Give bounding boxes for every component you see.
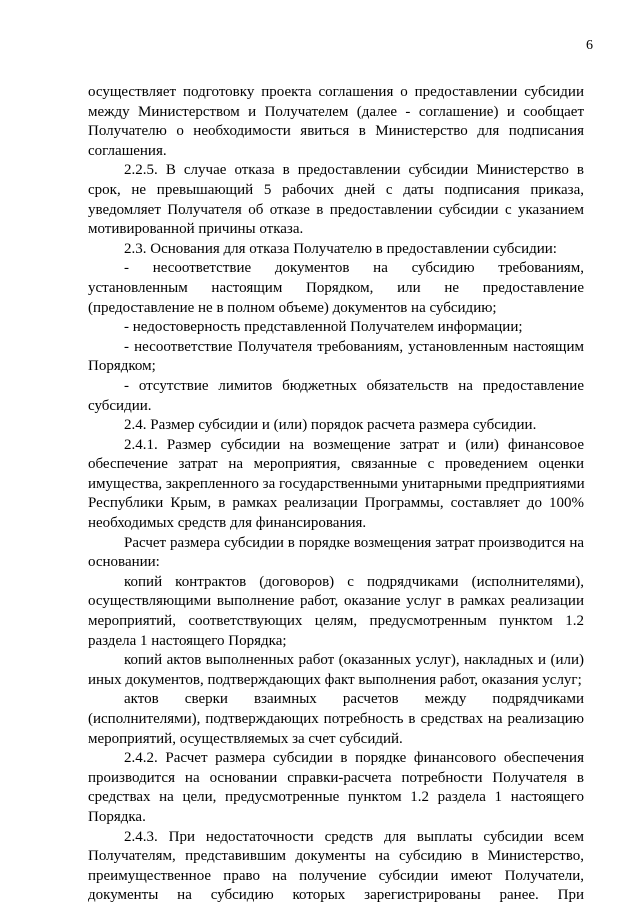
text-line: (предоставление не в полном объеме) документов на субсидию; (88, 299, 497, 316)
text-line: преимущественное право на получение субсидии имеют Получатели, (88, 867, 584, 884)
text-line: - отсутствие лимитов бюджетных обязательств на предоставление (124, 377, 584, 394)
text-line: 2.3. Основания для отказа Получателю в предоставлении субсидии: (124, 240, 557, 257)
page-number: 6 (586, 38, 593, 53)
text-line: документы на субсидию которых зарегистрированы ранее. При (88, 887, 584, 904)
text-line: мероприятий, осуществляемых за счет субсидий. (88, 730, 403, 747)
text-line: (исполнителями), подтверждающих потребность в средствах на реализацию (88, 711, 584, 727)
text-line: необходимых средств для финансирования. (88, 515, 367, 532)
text-line: Республики Крым, в рамках реализации Программы, составляет до 100% (88, 495, 584, 512)
text-line: 2.2.5. В случае отказа в предоставлении субсидии Министерство в (124, 162, 584, 179)
text-line: иных документов, подтверждающих факт выполнения работ, оказания услуг; (88, 671, 582, 688)
text-line: соглашения. (88, 142, 167, 159)
text-line: мероприятий, соответствующих целям, предусмотренным пунктом 1.2 (88, 613, 584, 630)
text-line: раздела 1 настоящего Порядка; (88, 632, 287, 649)
text-line: Получателям, представившим документы на субсидию в Министерство, (88, 848, 584, 865)
body-text (88, 83, 584, 906)
text-line: 2.4. Размер субсидии и (или) порядок расчета размера субсидии. (124, 417, 537, 434)
text-line: Порядка. (88, 808, 146, 825)
text-line: основании: (88, 554, 160, 571)
text-line: копий контрактов (договоров) с подрядчиками (исполнителями), (124, 573, 584, 590)
text-line: Порядком; (88, 358, 156, 375)
text-line: имущества, закрепленного за государственными унитарными предприятиями (88, 475, 585, 492)
text-line: - недостоверность представленной Получателем информации; (124, 319, 523, 336)
text-line: осуществляет подготовку проекта соглашения о предоставлении субсидии (88, 84, 584, 100)
text-line: срок, не превышающий 5 рабочих дней с даты подписания приказа, (88, 181, 584, 198)
text-line: 2.4.3. При недостаточности средств для выплаты субсидии всем (124, 828, 584, 845)
text-line: актов сверки взаимных расчетов между подрядчиками (124, 691, 584, 708)
text-line: обеспечение затрат на мероприятия, связанные с проведением оценки (88, 456, 584, 473)
text-line: 2.4.1. Размер субсидии на возмещение затрат и (или) финансовое (124, 436, 584, 453)
text-line: установленным настоящим Порядком, или не предоставление (88, 279, 584, 296)
text-line: мотивированной причины отказа. (88, 221, 304, 238)
text-line: средствах на цели, предусмотренные пунктом 1.2 раздела 1 настоящего (88, 789, 584, 806)
text-line: производится на основании справки-расчета потребности Получателя в (88, 769, 584, 786)
text-line: - несоответствие документов на субсидию требованиям, (124, 260, 584, 277)
text-line: копий актов выполненных работ (оказанных услуг), накладных и (или) (124, 652, 584, 669)
text-line: между Министерством и Получателем (далее - соглашение) и сообщает (88, 103, 584, 120)
text-line: субсидии. (88, 397, 152, 414)
text-line: - несоответствие Получателя требованиям, установленным настоящим (124, 338, 584, 355)
text-line: осуществляющими выполнение работ, оказание услуг в рамках реализации (88, 593, 584, 610)
text-line: Получателю о необходимости явиться в Министерство для подписания (88, 123, 584, 140)
text-line: уведомляет Получателя об отказе в предоставлении субсидии с указанием (88, 201, 584, 218)
text-line: Расчет размера субсидии в порядке возмещения затрат производится на (124, 534, 584, 551)
text-line: 2.4.2. Расчет размера субсидии в порядке финансового обеспечения (124, 750, 584, 767)
